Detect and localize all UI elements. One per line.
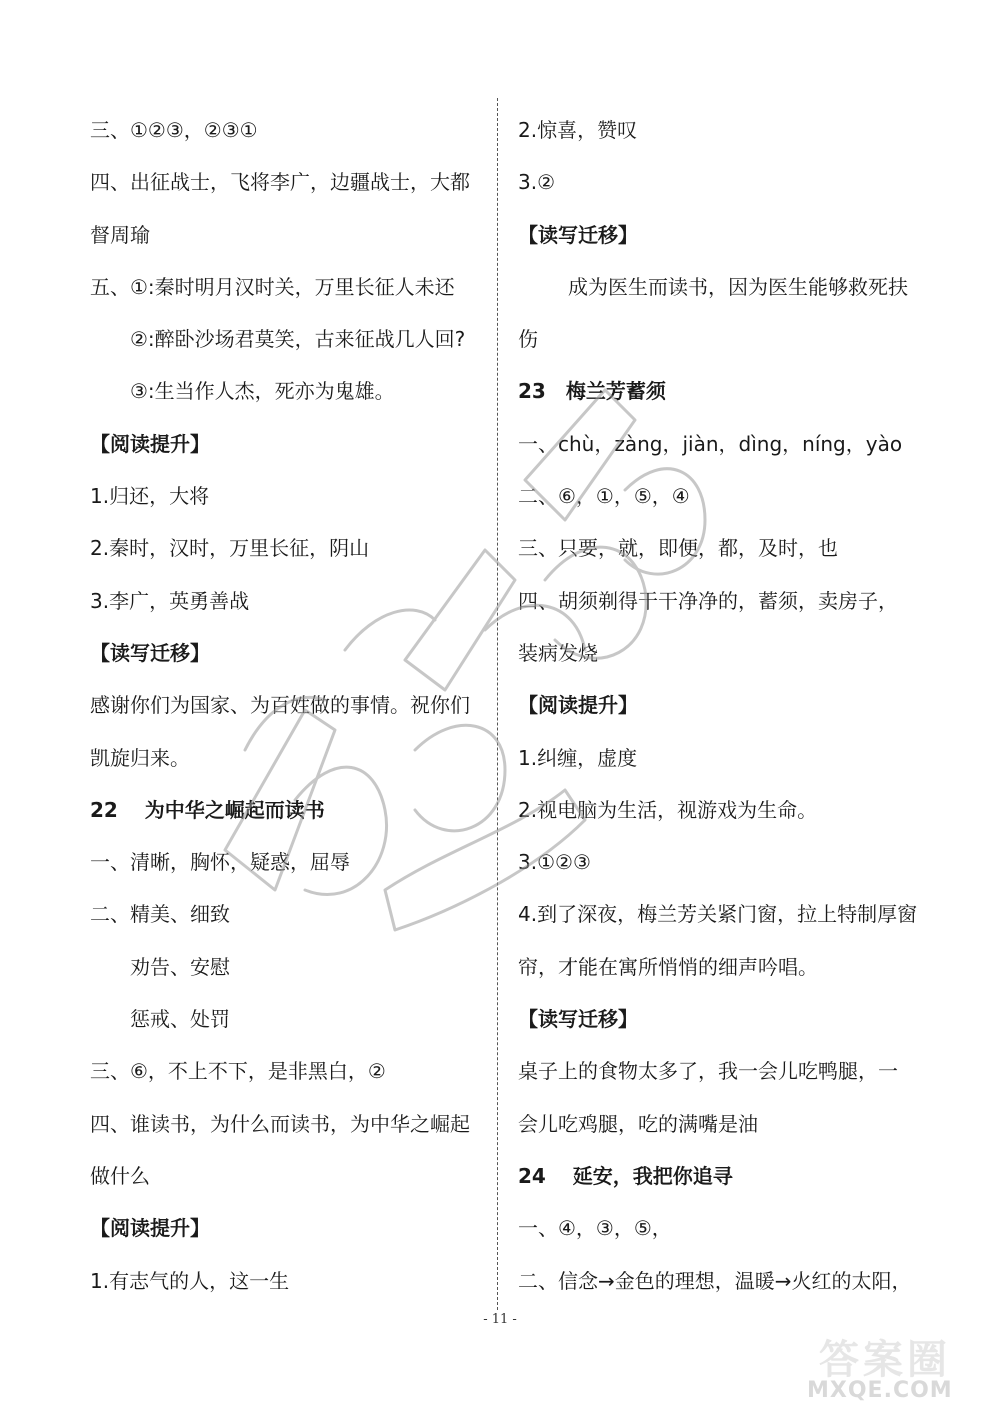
answer-line: 3.李广，英勇善战 (90, 588, 250, 613)
answer-line: 3.② (518, 170, 556, 195)
lesson-title: 24 延安，我把你追寻 (518, 1163, 733, 1188)
site-watermark-logo (799, 1328, 994, 1408)
answer-line: 装病发烧 (518, 640, 598, 665)
answer-line: 五、①:秦时明月汉时关，万里长征人未还 (90, 274, 455, 299)
section-heading: 【读写迁移】 (518, 1007, 638, 1032)
answer-line: 伤 (518, 327, 538, 352)
column-divider (497, 98, 498, 1310)
lesson-title: 23 梅兰芳蓄须 (518, 379, 666, 404)
right-column (518, 104, 918, 1307)
section-heading: 【阅读提升】 (90, 431, 210, 456)
answer-line: 三、只要，就，即便，都，及时，也 (518, 536, 838, 561)
answer-line: 2.惊喜，赞叹 (518, 118, 638, 142)
answer-line: ③:生当作人杰，死亦为鬼雄。 (130, 379, 395, 404)
page-number: - 11 - (483, 1312, 517, 1327)
answer-line: 1.归还，大将 (90, 484, 210, 509)
answer-line: 桌子上的食物太多了，我一会儿吃鸭腿，一 (518, 1059, 898, 1084)
section-heading: 【读写迁移】 (518, 222, 638, 247)
section-heading: 【读写迁移】 (90, 640, 210, 665)
answer-line: 二、信念→金色的理想，温暖→火红的太阳， (518, 1268, 912, 1293)
logo-url: MXQE.COM (807, 1378, 953, 1403)
answer-line: 2.视电脑为生活，视游戏为生命。 (518, 797, 818, 822)
answer-line: 凯旋归来。 (90, 745, 190, 770)
answer-line: 成为医生而读书，因为医生能够救死扶 (568, 274, 908, 299)
left-column (90, 104, 486, 1307)
answer-line: 一、清晰，胸怀，疑惑，屈辱 (90, 850, 350, 875)
answer-line: 帘，才能在寓所悄悄的细声吟唱。 (518, 954, 818, 979)
answer-line: 4.到了深夜，梅兰芳关紧门窗，拉上特制厚窗 (518, 902, 918, 927)
answer-line: 二、⑥，①，⑤，④ (518, 484, 690, 509)
answer-line: 四、胡须剃得干干净净的，蓄须，卖房子， (518, 588, 898, 613)
answer-line: 督周瑜 (90, 222, 150, 247)
answer-line: 四、谁读书，为什么而读书，为中华之崛起 (90, 1111, 470, 1136)
answer-line: 四、出征战士，飞将李广，边疆战士，大都 (90, 170, 470, 195)
logo-text: 答案圈 (819, 1337, 951, 1383)
answer-line: 做什么 (90, 1163, 150, 1188)
answer-line: 惩戒、处罚 (130, 1007, 230, 1032)
answer-line: 会儿吃鸡腿，吃的满嘴是油 (518, 1111, 758, 1136)
answer-line: 2.秦时，汉时，万里长征，阴山 (90, 536, 370, 561)
answer-line: 1.纠缠，虚度 (518, 745, 638, 770)
answer-line: 劝告、安慰 (130, 954, 230, 979)
section-heading: 【阅读提升】 (518, 693, 638, 718)
answer-line: 二、精美、细致 (90, 902, 230, 927)
lesson-title: 22 为中华之崛起而读书 (90, 797, 325, 822)
answer-line: 三、①②③，②③① (90, 118, 258, 142)
answer-line: 一、chù，zàng，jiàn，dìng，níng，yào (518, 431, 903, 456)
answer-line: 3.①②③ (518, 850, 591, 875)
answer-line: 感谢你们为国家、为百姓做的事情。祝你们 (90, 693, 470, 718)
section-heading: 【阅读提升】 (90, 1216, 210, 1241)
answer-line: 1.有志气的人，这一生 (90, 1268, 290, 1293)
answer-line: 三、⑥，不上不下，是非黑白，② (90, 1059, 386, 1084)
answer-line: ②:醉卧沙场君莫笑，古来征战几人回? (130, 327, 466, 352)
answer-line: 一、④，③，⑤， (518, 1216, 672, 1241)
